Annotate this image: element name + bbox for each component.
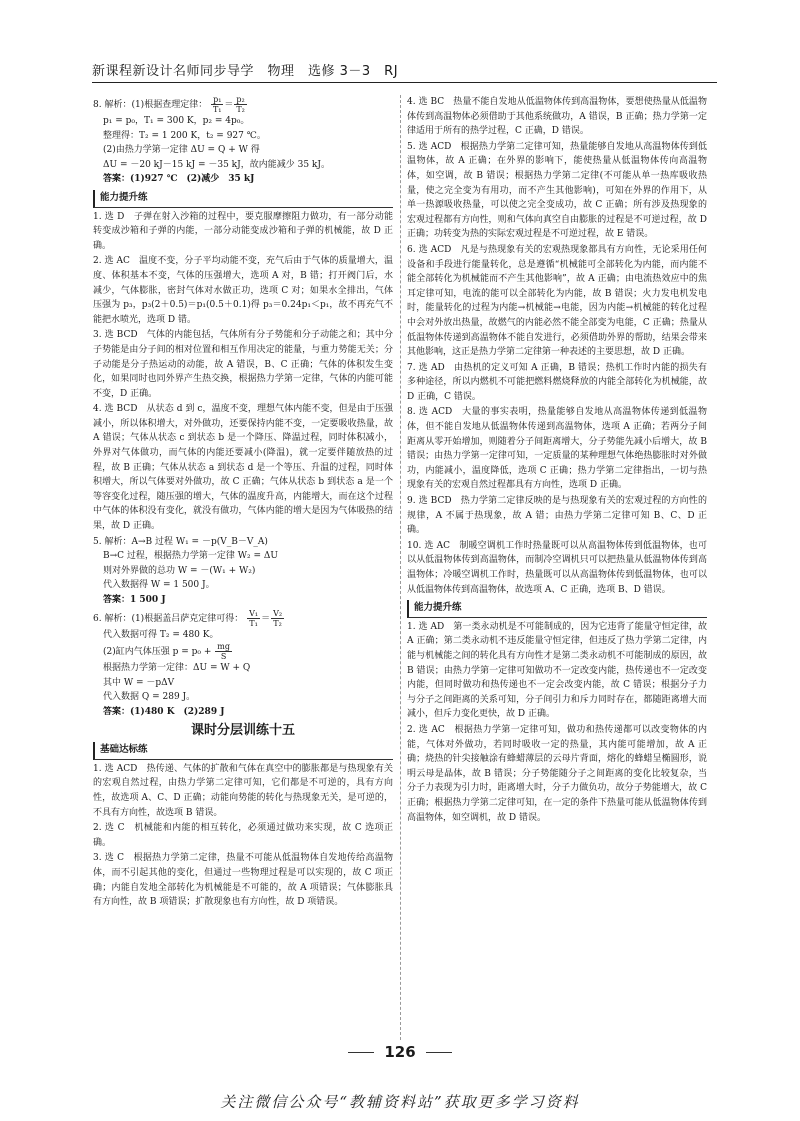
- item-6-pressure-line: [93, 642, 393, 661]
- denominator: T₂: [273, 618, 282, 628]
- numerator: mg: [217, 642, 230, 652]
- pressure-text: (2)缸内气体压强 p = p₀ +: [103, 647, 215, 658]
- numerator: V₂: [273, 608, 283, 618]
- right-column: [407, 95, 707, 826]
- item-8-line: (2)由热力学第一定律 ΔU = Q + W 得: [103, 145, 260, 156]
- section-heading-basic: 基础达标练: [93, 742, 393, 760]
- fraction-p2-t2: [234, 95, 246, 114]
- list-item: 10. 选 AC 制暖空调机工作时热量既可以从高温物体传到低温物体，也可以从低温物体传到高温物体，而制冷空调机只可以把热量从低温物体传到高温物体；冷暖空调机工作时，热量既可以从高温物体传到低温物体，也可以从低温物体传到高温物体，故选项 A、C 正确，选项 B、D 错误。: [407, 540, 707, 595]
- denominator: T₁: [249, 618, 258, 628]
- page-number-dash: [348, 1052, 374, 1053]
- fraction-v1-t1: [247, 609, 260, 628]
- column-divider: [400, 95, 401, 1040]
- item-5-answer: 答案：1 500 J: [103, 595, 166, 605]
- list-item: 2. 选 C 机械能和内能的相互转化，必须通过做功来实现，故 C 选项正确。: [93, 823, 393, 848]
- item-8-line: 整理得：T₂ = 1 200 K，t₂ = 927 ℃。: [103, 130, 266, 141]
- page-number-dash: [426, 1052, 452, 1053]
- numerator: p₂: [236, 95, 245, 104]
- list-item: 3. 选 BCD 气体的内能包括，气体所有分子势能和分子动能之和；其中分子势能是由分子间的相对位置和相互作用决定的能量，与重力势能无关；分子动能是分子热运动的动能，故 A 错误，B、C 正确；气体的体积发生变化，如果同时也同外界产生热交换，根据热力学第一定律，气体的内能可能不变，D 正确。: [93, 330, 393, 399]
- item-6-line: 代入数据可得 T₂ = 480 K。: [103, 629, 219, 640]
- list-item: 7. 选 AD 由热机的定义可知 A 正确，B 错误；热机工作时内能的损失有多种途径，所以内燃机不可能把燃料燃烧释放的内能全部转化为机械能，故 D 正确，C 错误。: [407, 362, 707, 402]
- list-item: 2. 选 AC 温度不变，分子平均动能不变，充气后由于气体的质量增大，温度、体积基本不变，气体的压强增大，选项 A 对，B 错；打开阀门后，水减少，气体膨胀，密封气体对水做正功，选项 C 对；如果水全排出，气体压强为 p₃，p₃(2＋0.5)＝p₁(0.5＋0.1)得 p₃＝0.24p₁＜p₁，故不再充气不能把水喷光，选项 D 错。: [93, 256, 393, 325]
- fraction-p1-t1: [211, 95, 223, 114]
- fraction-v2-t2: [271, 609, 284, 628]
- footer-watermark: 关注微信公众号“教辅资料站”获取更多学习资料: [220, 1093, 580, 1111]
- list-item: 5. 选 ACD 根据热力学第二定律可知，热量能够自发地从高温物体传到低温物体，故 A 正确；在外界的影响下，能使热量从低温物体传向高温物体，如空调，故 B 错误；根据热力学第二定律(不可能从单一热库吸收热量，使之完全变为有用功，而不产生其他影响)，可知在外界的作用下，从单一热源吸收热量，可以使之完全变成功，故 C 正确；所有涉及热现象的宏观过程都有方向性，则和气体向真空自由膨胀的过程是不可逆过程，故 D 正确；功转变为热的实际宏观过程是不可逆过程，故 E 错误。: [407, 141, 707, 240]
- page-number: [0, 1043, 800, 1061]
- list-item: 1. 选 AD 第一类永动机是不可能制成的，因为它违背了能量守恒定律，故 A 正确；第二类永动机不违反能量守恒定律，但违反了热力学第二定律，内能与机械能之间的转化具有方向性才是第二类永动机不可能制成的原因，故 B 错误；由热力学第一定律可知做功不一定改变内能，热传递也不一定改变内能，但同时做功和热传递也不一定会改变内能，故 C 错误；根据分子力与分子之间距离的关系可知，分子间引力和斥力同时存在，都随距离增大而减小，但斥力变化更快，故 D 正确。: [407, 621, 707, 720]
- item-8-intro: 8. 解析：(1)根据查理定律：: [93, 100, 208, 110]
- list-item: 2. 选 AC 根据热力学第一定律可知，做功和热传递都可以改变物体的内能，气体对外做功，若同时吸收一定的热量，其内能可能增加，故 A 正确；烧热的针尖接触涂有蜂蜡薄层的云母片背面，熔化的蜂蜡呈椭圆形，说明云母是晶体，故 B 错误；分子势能随分子之间距离的变化比较复杂，当分子力表现为引力时，距离增大时，分子力做负功，故分子势能增大，故 C 正确；根据热力学第二定律可知，在一定的条件下热量可能从低温物体传到高温物体，如空调机，故 D 错误。: [407, 724, 707, 823]
- item-8-line: p₁ = p₀，T₁ = 300 K，p₂ = 4p₀。: [103, 116, 250, 126]
- list-item: 3. 选 C 根据热力学第二定律，热量不可能从低温物体自发地传给高温物体，而不引起其他的变化，但通过一些物理过程是可以实现的，故 C 项正确；内能自发地全部转化为机械能是不可能的，故 A 项错误；气体膨胀具有方向性，故 B 项错误；扩散现象也有方向性，故 D 项错误。: [93, 853, 393, 908]
- item-8-line: ΔU = －20 kJ－15 kJ = －35 kJ，故内能减少 35 kJ。: [103, 159, 330, 170]
- numerator: V₁: [249, 608, 259, 618]
- item-6-intro: 6. 解析：(1)根据盖吕萨克定律可得：: [93, 613, 244, 624]
- list-item: 1. 选 D 子弹在射入沙箱的过程中，要克服摩擦阻力做功，有一部分动能转变成沙箱和子弹的内能，一部分动能变成沙箱和子弹的机械能，故 D 正确。: [93, 211, 393, 251]
- numerator: p₁: [213, 95, 222, 104]
- item-6-line: 其中 W = －pΔV: [103, 677, 175, 688]
- item-8-solution: 8. 解析：(1)根据查理定律： $\frac{\text{p₁}}{\text{T₁}}$ ＝ $\frac{\text{p₂}}{\text{T₂}}$ p₁ = p₀，T₁ = 300 K，p₂ = 4p₀。 整理得：T₂ = 1 200 K，t₂ = 927 ℃。 (2)由热力学第一定律 ΔU = Q + W 得 ΔU = －20 kJ－15 kJ = －35 kJ，故内能减少 35 kJ。 答案：(1)927 ℃ (2)减少 35 kJ: [93, 95, 393, 187]
- section-heading-ability: 能力提升练: [407, 600, 707, 618]
- item-6-solution: 6. 解析：(1)根据盖吕萨克定律可得： $\frac{\text{V₁}}{\text{T₁}}$ ＝ $\frac{\text{V₂}}{\text{T₂}}$ 代入数据可得 T₂ = 480 K。 (2)缸内气体压强 p = p₀ + $\frac{mg}{S}$ 根据热力学第一定律：ΔU = W + Q 其中 W = －pΔV 代入数据 Q = 289 J。 答案：(1)480 K (2)289 J: [93, 609, 393, 720]
- left-column: [93, 95, 393, 911]
- denominator: T₁: [212, 105, 222, 114]
- list-item: 1. 选 ACD 热传递、气体的扩散和气体在真空中的膨胀都是与热现象有关的宏观自然过程，由热力学第二定律可知，它们都是不可逆的，具有方向性，故选项 A、C、D 正确；动能向势能的转化与热现象无关，是可逆的，不具有方向性，故选项 B 错误。: [93, 763, 393, 818]
- list-item: 6. 选 ACD 凡是与热现象有关的宏观热现象都具有方向性，无论采用任何设备和手段进行能量转化，总是遵循“机械能可全部转化为内能，而内能不能全部转化为机械能而不产生其他影响”，故 A 正确；由电流热效应中的焦耳定律可知，电流的能可以全部转化为内能，故 B 错误；火力发电机发电时，能量转化的过程为内能→机械能→电能，因为内能→机械能的转化过程中会对外放出热量，故燃气的内能必然不能全部变为电能，C 正确；热量从低温物体传递到高温物体不能自发进行，必须借助外界的帮助，结果会带来其他影响，这正是热力学第二定律第一种表述的主要思想，故 D 正确。: [407, 244, 707, 358]
- denominator: T₂: [236, 105, 245, 114]
- item-6-line: 代入数据 Q = 289 J。: [103, 692, 196, 703]
- item-5-line: 5. 解析：A→B 过程 W₁ = －p(V_B－V_A): [93, 536, 268, 547]
- section-heading-ability: 能力提升练: [93, 190, 393, 208]
- item-6-line: 根据热力学第一定律：ΔU = W + Q: [103, 663, 251, 674]
- item-6-answer: 答案：(1)480 K (2)289 J: [103, 706, 225, 717]
- item-5-solution: [93, 535, 393, 608]
- lesson-title: 课时分层训练十五: [190, 722, 295, 738]
- item-5-line: B→C 过程，根据热力学第一定律 W₂ = ΔU: [103, 551, 278, 562]
- list-item: 8. 选 ACD 大量的事实表明，热量能够自发地从高温物体传递到低温物体，但不能自发地从低温物体传递到高温物体，选项 A 正确；若两分子间距离从零开始增加，则随着分子间距离增大，分子势能先减小后增大，故 B 错误；由热力学第一定律可知，一定质量的某种理想气体绝热膨胀时对外做功，内能减小，温度降低，选项 C 正确；热力学第二定律指出，一切与热现象有关的宏观自然过程都具有方向性，选项 D 正确。: [407, 407, 707, 491]
- list-item: 4. 选 BC 热量不能自发地从低温物体传到高温物体，要想使热量从低温物体传到高温物体必须借助于其他系统做功，A 错误，B 正确；热力学第一定律适用于所有的热学过程，C 正确，D 错误。: [407, 97, 707, 137]
- list-item: 4. 选 BCD 从状态 d 到 c，温度不变，理想气体内能不变，但是由于压强减小，所以体积增大，对外做功，还要保持内能不变，一定要吸收热量，故 A 错误；气体从状态 c 到状态 b 是一个降压、降温过程，同时体积减小，外界对气体做功，而气体的内能还要减小(降温)，就一定要伴随放热的过程，故 B 正确；气体从状态 a 到状态 d 是一个等压、升温的过程，同时体积增大，所以气体要对外做功，故 C 正确；气体从状态 b 到状态 a 是一个等容变化过程，随压强的增大，气体的温度升高，内能增大，而在这个过程中气体的体积没有变化，就没有做功，气体内能的增大是因为气体吸热的结果，故 D 正确。: [93, 404, 393, 532]
- page-number-text: 126: [384, 1043, 416, 1061]
- item-5-line: 则对外界做的总功 W = －(W₁ + W₂): [103, 565, 256, 576]
- fraction-mg-s: [215, 642, 232, 661]
- running-header: 新课程新设计名师同步导学 物理 选修 3－3 RJ: [92, 60, 717, 83]
- item-5-line: 代入数据得 W = 1 500 J。: [103, 580, 215, 591]
- denominator: S: [220, 652, 227, 662]
- item-8-answer: 答案：(1)927 ℃ (2)减少 35 kJ: [103, 174, 255, 185]
- list-item: 9. 选 BCD 热力学第二定律反映的是与热现象有关的宏观过程的方向性的规律，A 不属于热现象，故 A 错；由热力学第二定律可知 B、C、D 正确。: [407, 496, 707, 536]
